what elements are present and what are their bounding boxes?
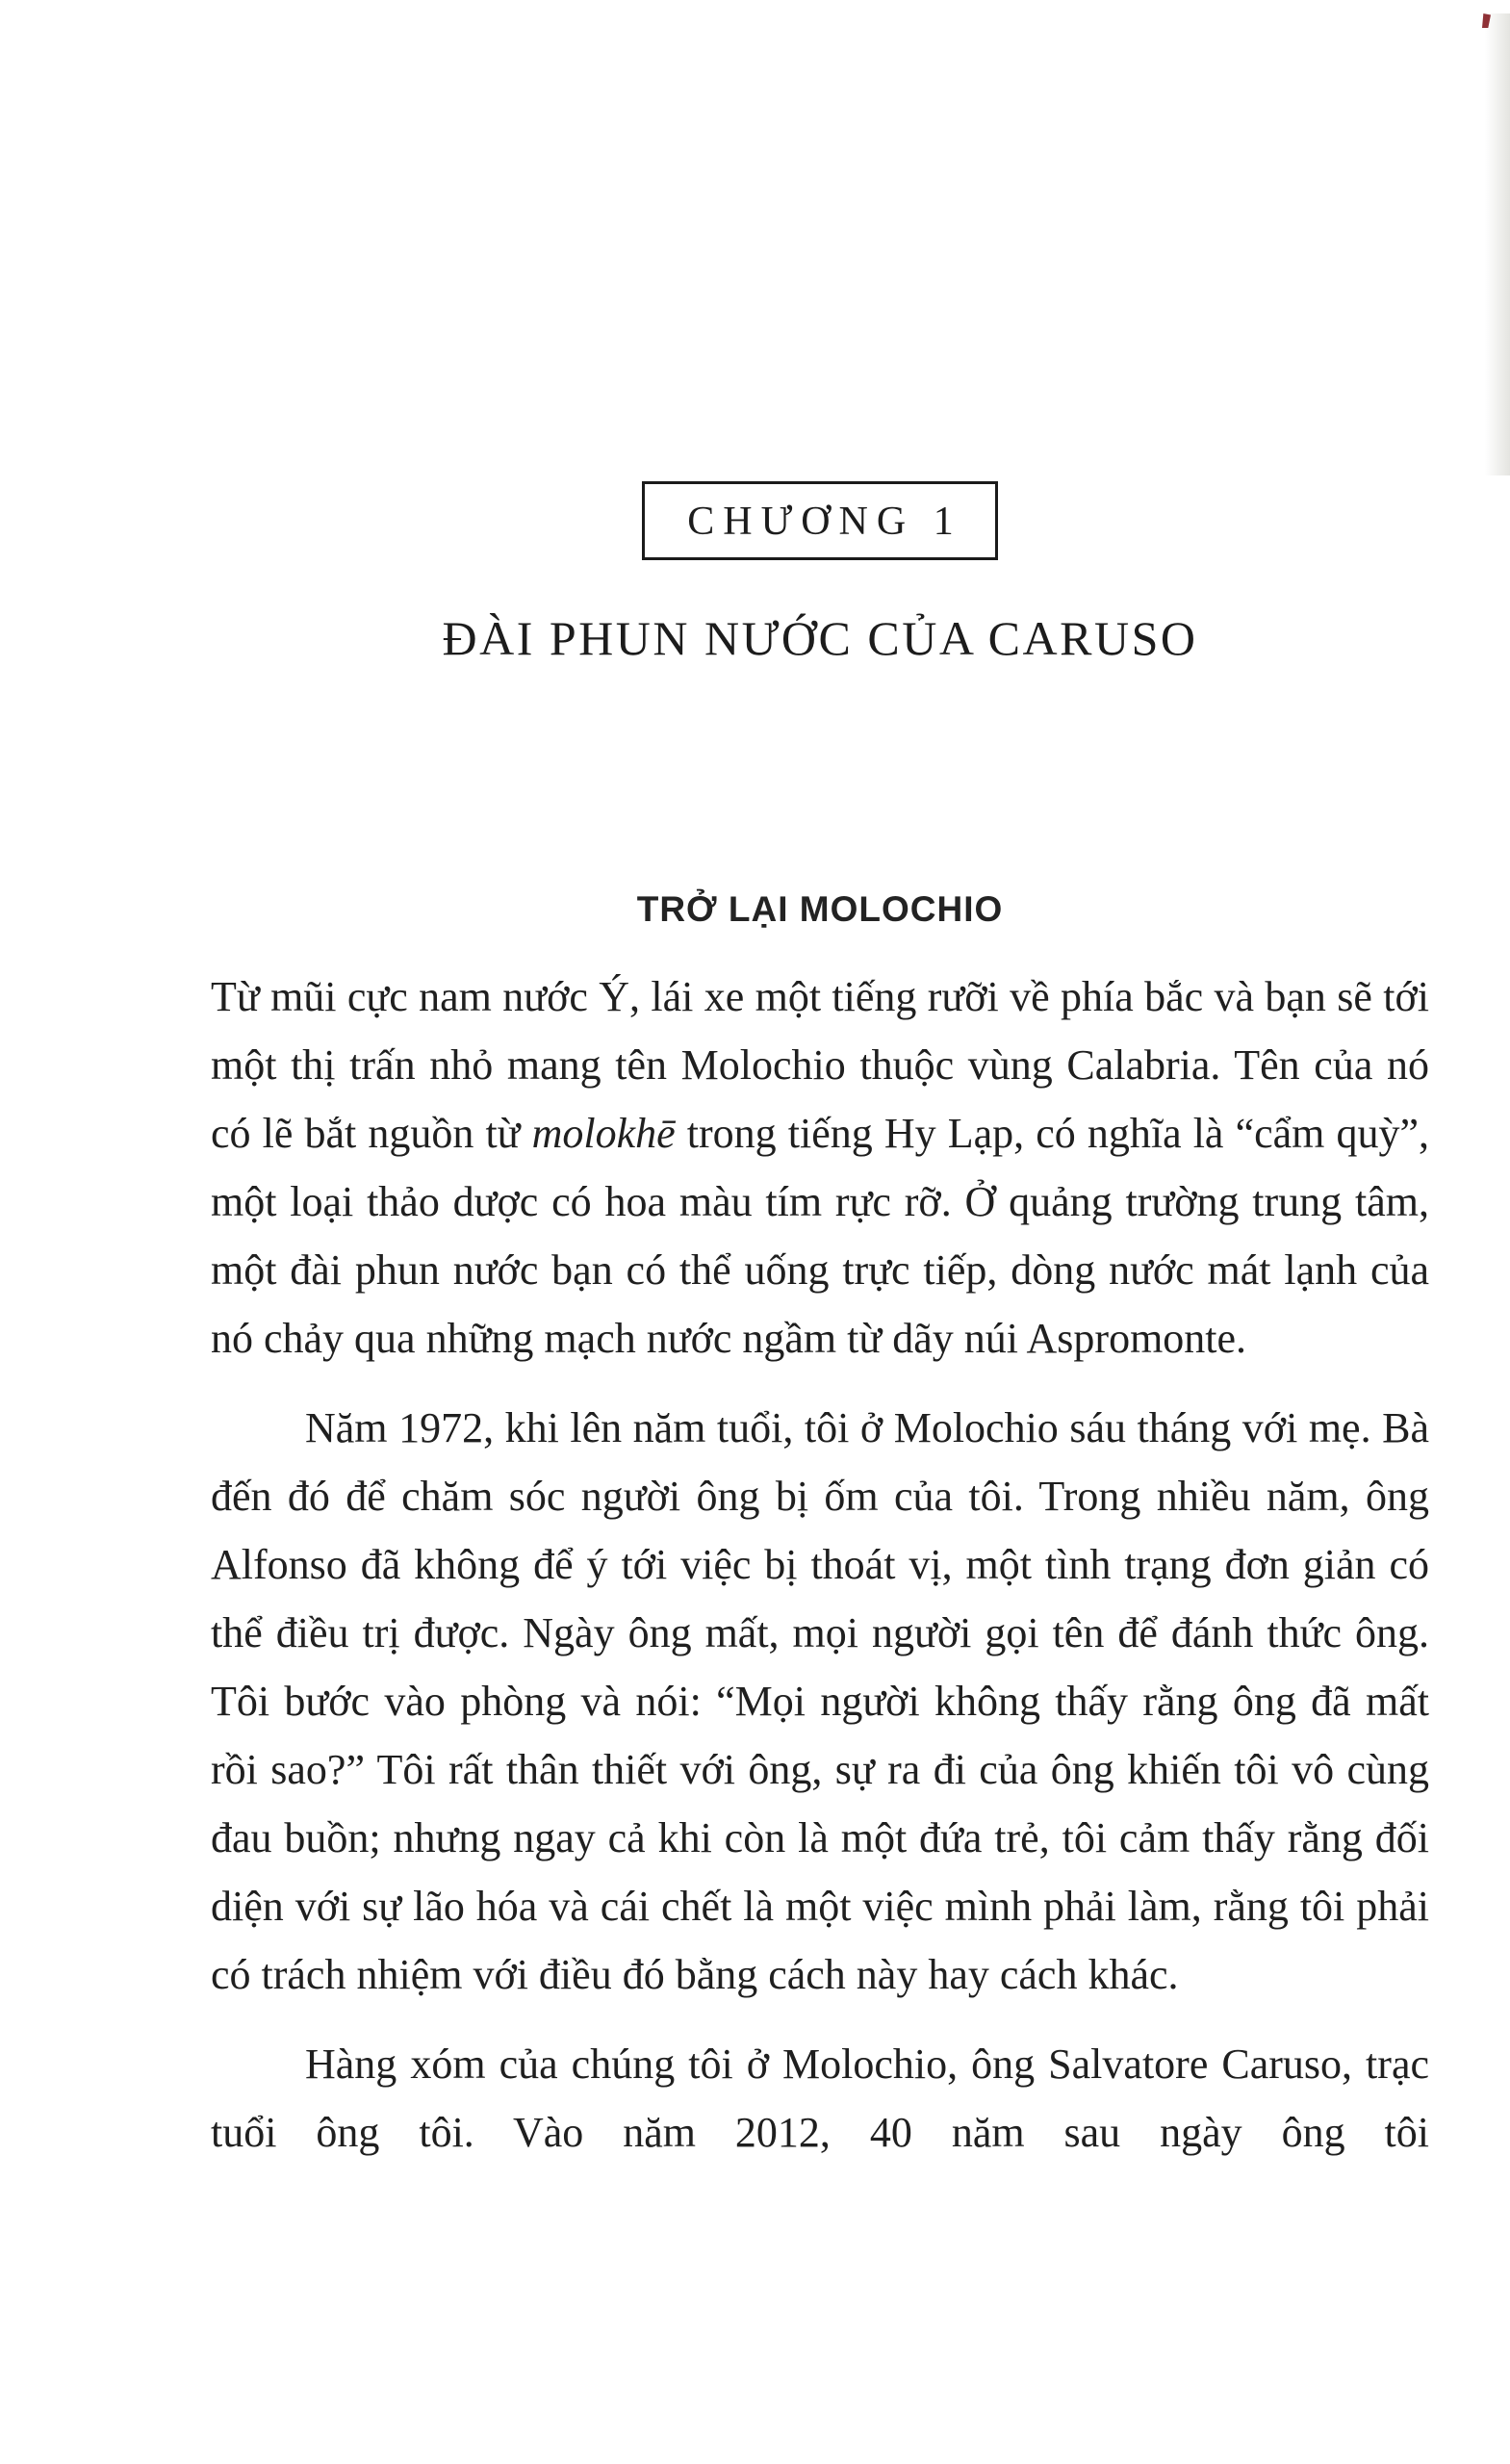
paragraph-1-text-after: trong tiếng Hy Lạp, có nghĩa là “cẩm quỳ”, một loại thảo dược có hoa màu tím rực rỡ. Ở quảng trường trung tâm, một đài phun nước bạn có thể uống trực tiếp, dòng nước mát lạnh của nó chảy qua những mạch nước ngầm từ dãy núi Aspromonte. [211,1110,1430,1362]
italic-term-molokhe: molokhē [531,1110,676,1157]
chapter-title: ĐÀI PHUN NƯỚC CỦA CARUSO [442,611,1198,665]
chapter-heading-row [211,481,1429,560]
section-heading: TRỞ LẠI MOLOCHIO [636,889,1004,929]
chapter-heading-box [642,481,997,560]
paragraph-3: Hàng xóm của chúng tôi ở Molochio, ông Salvatore Caruso, trạc tuổi ông tôi. Vào năm 2012, 40 năm sau ngày ông tôi [211,2040,1429,2156]
scan-edge-shadow [1485,13,1510,475]
paragraph-2: Năm 1972, khi lên năm tuổi, tôi ở Molochio sáu tháng với mẹ. Bà đến đó để chăm sóc người ông bị ốm của tôi. Trong nhiều năm, ông Alfonso đã không để ý tới việc bị thoát vị, một tình trạng đơn giản có thể điều trị được. Ngày ông mất, mọi người gọi tên để đánh thức ông. Tôi bước vào phòng và nói: “Mọi người không thấy rằng ông đã mất rồi sao?” Tôi rất thân thiết với ông, sự ra đi của ông khiến tôi vô cùng đau buồn; nhưng ngay cả khi còn là một đứa trẻ, tôi cảm thấy rằng đối diện với sự lão hóa và cái chết là một việc mình phải làm, rằng tôi phải có trách nhiệm với điều đó bằng cách này hay cách khác. [211,1404,1429,1998]
paragraph-1-text-before: Từ mũi cực nam nước Ý, lái xe một tiếng rưỡi về phía bắc và bạn sẽ tới một thị trấn nhỏ mang tên Molochio thuộc vùng Calabria. Tên của nó có lẽ bắt nguồn từ [211,973,1429,1157]
text-column [211,0,1429,2167]
chapter-label: CHƯƠNG 1 [687,500,962,544]
paragraph-1 [211,962,1429,1373]
